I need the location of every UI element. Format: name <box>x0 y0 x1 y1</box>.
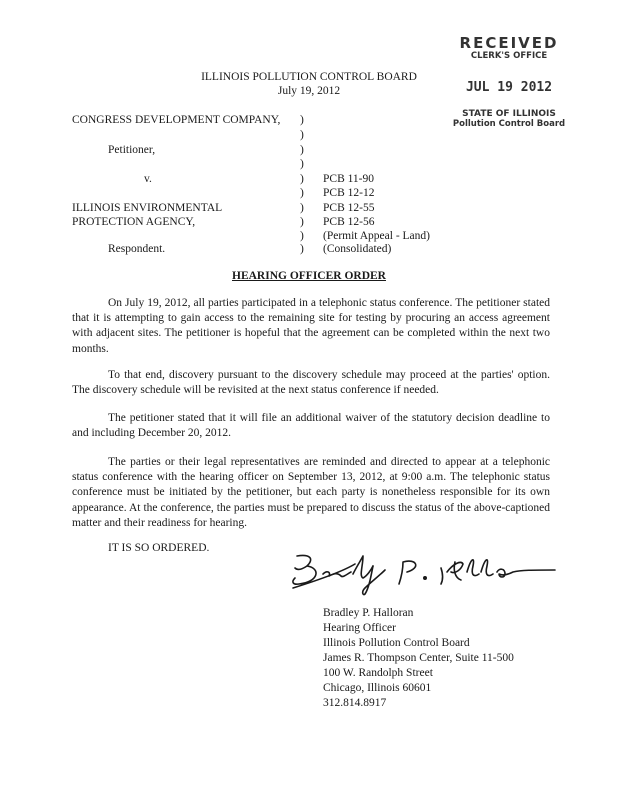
caption-bracket: ) <box>300 202 304 214</box>
case-type: (Permit Appeal - Land) <box>323 230 430 242</box>
signer-title: Hearing Officer <box>323 622 396 634</box>
signer-street: 100 W. Randolph Street <box>323 667 433 679</box>
handwritten-signature <box>285 548 565 598</box>
stamp-received: RECEIVED <box>459 34 559 52</box>
signer-city: Chicago, Illinois 60601 <box>323 682 432 694</box>
caption-bracket: ) <box>300 158 304 170</box>
caption-bracket: ) <box>300 216 304 228</box>
respondent-label: Respondent. <box>108 243 166 255</box>
versus: v. <box>144 173 152 185</box>
paragraph-status-conference: On July 19, 2012, all parties participated in a telephonic status conference. The petitioner stated that it is attempting to gain access to the remaining site for testing by procuring an access agreement with adjacent sites. The petitioner is hopeful that the agreement can be completed within the next two months. <box>72 297 550 355</box>
caption-bracket: ) <box>300 114 304 126</box>
case-consolidated: (Consolidated) <box>323 243 392 255</box>
case-number: PCB 12-12 <box>323 187 375 199</box>
caption-bracket: ) <box>300 243 304 255</box>
respondent-line-2: PROTECTION AGENCY, <box>72 216 196 228</box>
stamp-state: STATE OF ILLINOIS <box>462 109 556 119</box>
petitioner-name: CONGRESS DEVELOPMENT COMPANY, <box>72 114 281 126</box>
caption-bracket: ) <box>300 129 304 141</box>
signer-building: James R. Thompson Center, Suite 11-500 <box>323 652 514 664</box>
stamp-office: CLERK'S OFFICE <box>470 51 548 61</box>
stamp-board: Pollution Control Board <box>452 119 566 129</box>
caption-bracket: ) <box>300 173 304 185</box>
order-date: July 19, 2012 <box>277 85 341 97</box>
agency-heading: ILLINOIS POLLUTION CONTROL BOARD <box>201 71 417 83</box>
caption-bracket: ) <box>300 187 304 199</box>
case-number: PCB 11-90 <box>323 173 375 185</box>
paragraph-discovery: To that end, discovery pursuant to the discovery schedule may proceed at the parties' option. The discovery schedule will be revisited at the next status conference if needed. <box>72 369 550 397</box>
order-title: HEARING OFFICER ORDER <box>232 270 386 282</box>
signer-name: Bradley P. Halloran <box>323 607 414 619</box>
stamp-date: JUL 19 2012 <box>465 80 553 95</box>
respondent-line-1: ILLINOIS ENVIRONMENTAL <box>72 202 223 214</box>
caption-bracket: ) <box>300 230 304 242</box>
caption-bracket: ) <box>300 144 304 156</box>
paragraph-waiver: The petitioner stated that it will file an additional waiver of the statutory decision deadline to and including December 20, 2012. <box>72 412 550 440</box>
paragraph-next-conference: The parties or their legal representatives are reminded and directed to appear at a telephonic status conference with the hearing officer on September 13, 2012, at 9:00 a.m. The telephonic status conference must be initiated by the petitioner, but each party is nonetheless responsible for its own appearance. At the conference, the parties must be prepared to discuss the status of the above-captioned matter and their readiness for hearing. <box>72 456 550 529</box>
closing-statement: IT IS SO ORDERED. <box>108 542 210 554</box>
case-number: PCB 12-55 <box>323 202 375 214</box>
signer-organization: Illinois Pollution Control Board <box>323 637 470 649</box>
petitioner-label: Petitioner, <box>108 144 156 156</box>
case-number: PCB 12-56 <box>323 216 375 228</box>
signer-phone: 312.814.8917 <box>323 697 387 709</box>
